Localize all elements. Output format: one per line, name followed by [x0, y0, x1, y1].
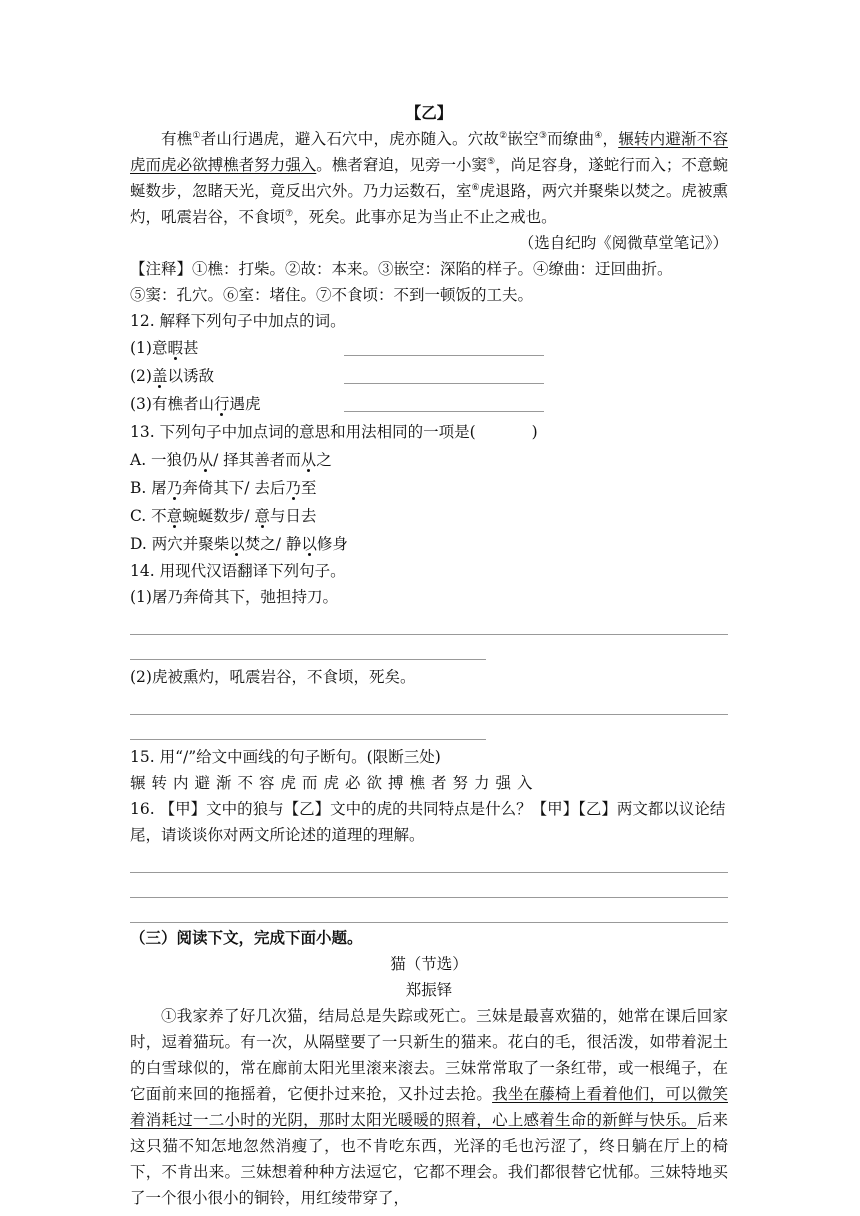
passage-title: 猫（节选）: [390, 955, 468, 973]
q12-stem: 12. 解释下列句子中加点的词。: [130, 312, 346, 330]
answer-line[interactable]: [130, 610, 728, 635]
q14-stem: 14. 用现代汉语翻译下列句子。: [130, 562, 346, 580]
notes-line-2: ⑤窦：孔穴。⑥室：堵住。⑦不食顷：不到一顿饭的工夫。: [130, 286, 534, 304]
exam-page: [130, 100, 728, 1211]
answer-line[interactable]: [130, 635, 486, 660]
notes-line-1: 【注释】①樵：打柴。②故：本来。③嵌空：深陷的样子。④缭曲：迂回曲折。: [130, 260, 673, 278]
q13-stem: 13. 下列句子中加点词的意思和用法相同的一项是( ): [130, 423, 538, 441]
answer-blank[interactable]: [344, 337, 544, 356]
q13-option-d[interactable]: D. 两穴并聚柴以焚之/ 静以修身: [130, 535, 348, 553]
q13-option-a[interactable]: A. 一狼仍从/ 择其善者而从之: [130, 451, 332, 469]
passage-yi-text: 有樵①者山行遇虎，避入石穴中，虎亦随入。穴故②嵌空③而缭曲④，辗转内避渐不容虎而虎必欲搏樵者努力强入。樵者窘迫，见旁一小窦⑤，尚足容身，遂蛇行而入；不意蜿蜒数步，忽睹天光，竟反出穴外。乃力运数石，室⑥虎退路，两穴并聚柴以焚之。虎被熏灼，吼震岩谷，不食顷⑦，死矣。此事亦足为当止不止之戒也。: [130, 130, 728, 226]
underlined-sentence: 我坐在藤椅上看着他们，可以微笑着消耗过一二小时的光阴，那时太阳光暖暖的照着，心上感着生命的新鲜与快乐。: [130, 1085, 728, 1129]
answer-blank[interactable]: [344, 393, 544, 412]
q12-item-3: (3)有樵者山行遇虎: [130, 390, 728, 418]
answer-blank[interactable]: [344, 365, 544, 384]
q14-sentence-2: (2)虎被熏灼，吼震岩谷，不食顷，死矣。: [130, 668, 416, 686]
q16-stem: 16. 【甲】文中的狼与【乙】文中的虎的共同特点是什么？【甲】【乙】两文都以议论结尾，请谈谈你对两文所论述的道理的理解。: [130, 800, 726, 844]
section-3-heading: （三）阅读下文，完成下面小题。: [130, 928, 363, 947]
answer-line[interactable]: [130, 848, 728, 873]
q15-sentence[interactable]: 辗转内避渐不容虎而虎必欲搏樵者努力强入: [130, 774, 539, 792]
q12-item-1: (1)意暇甚: [130, 334, 728, 362]
passage-source: （选自纪昀《阅微草堂笔记》）: [518, 234, 728, 252]
passage-author: 郑振铎: [405, 981, 453, 999]
q12-item-2: (2)盖以诱敌: [130, 362, 728, 390]
passage-yi-heading: 【乙】: [405, 103, 453, 122]
q13-option-c[interactable]: C. 不意蜿蜒数步/ 意与日去: [130, 507, 317, 525]
answer-line[interactable]: [130, 690, 728, 715]
answer-line[interactable]: [130, 898, 728, 923]
q15-stem: 15. 用“/”给文中画线的句子断句。(限断三处): [130, 748, 441, 766]
passage-paragraph-1: ①我家养了好几次猫，结局总是失踪或死亡。三妹是最喜欢猫的，她常在课后回家时，逗着猫玩。有一次，从隔壁要了一只新生的猫来。花白的毛，很活泼，如带着泥土的白雪球似的，常在廊前太阳光里滚来滚去。三妹常常取了一条红带，或一根绳子，在它面前来回的拖摇着，它便扑过来抢，又扑过去抢。我坐在藤椅上看着他们，可以微笑着消耗过一二小时的光阴，那时太阳光暖暖的照着，心上感着生命的新鲜与快乐。后来这只猫不知怎地忽然消瘦了，也不肯吃东西，光泽的毛也污涩了，终日躺在厅上的椅下，不肯出来。三妹想着种种方法逗它，它都不理会。我们都很替它忧郁。三妹特地买了一个很小很小的铜铃，用红绫带穿了，: [130, 1007, 728, 1207]
answer-line[interactable]: [130, 873, 728, 898]
answer-line[interactable]: [130, 715, 486, 740]
underlined-sentence: 辗转内避渐不容虎而虎必欲搏樵者努力强入: [130, 130, 728, 174]
q13-option-b[interactable]: B. 屠乃奔倚其下/ 去后乃至: [130, 479, 317, 497]
q14-sentence-1: (1)屠乃奔倚其下，弛担持刀。: [130, 588, 338, 606]
